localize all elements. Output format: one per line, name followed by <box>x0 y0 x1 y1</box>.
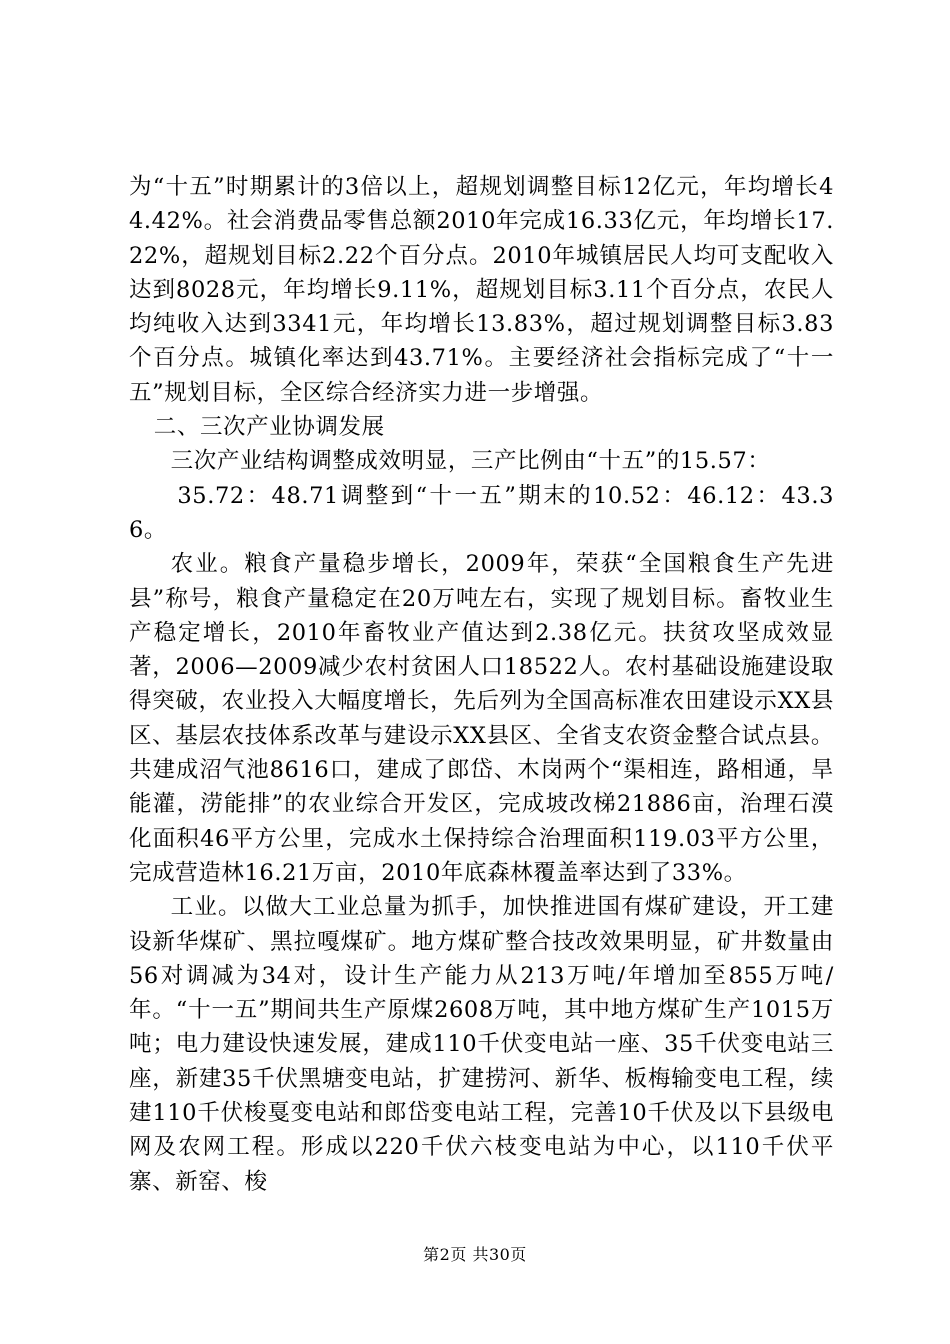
paragraph-agriculture: 农业。粮食产量稳步增长，2009年，荣获“全国粮食生产先进县”称号，粮食产量稳定在20万吨左右，实现了规划目标。畜牧业生产稳定增长，2010年畜牧业产值达到2.38亿元。扶贫攻坚成效显著，2006—2009减少农村贫困人口18522人。农村基础设施建设取得突破，农业投入大幅度增长，先后列为全国高标准农田建设示XX县区、基层农技体系改革与建设示XX县区、全省支农资金整合试点县。共建成沼气池8616口，建成了郎岱、木岗两个“渠相连，路相通，旱能灌，涝能排”的农业综合开发区，完成坡改梯21886亩，治理石漠化面积46平方公里，完成水土保持综合治理面积119.03平方公里，完成营造林16.21万亩，2010年底森林覆盖率达到了33%。 <box>129 551 834 886</box>
section-heading-industries: 二、三次产业协调发展 <box>153 414 385 441</box>
paragraph-economy-summary: 为“十五”时期累计的3倍以上，超规划调整目标12亿元，年均增长44.42%。社会消费品零售总额2010年完成16.33亿元，年均增长17.22%，超规划目标2.22个百分点。2010年城镇居民人均可支配收入达到8028元，年均增长9.11%，超规划目标3.11个百分点，农民人均纯收入达到3341元，年均增长13.83%，超过规划调整目标3.83个百分点。城镇化率达到43.71%。主要经济社会指标完成了“十一五”规划目标，全区综合经济实力进一步增强。 <box>129 174 834 406</box>
document-body <box>129 170 834 1199</box>
paragraph-industry-ratio: 三次产业结构调整成效明显，三产比例由“十五”的15.57： <box>170 448 771 475</box>
page-number-footer: 第2页 共30页 <box>423 1245 527 1264</box>
paragraph-industry: 工业。以做大工业总量为抓手，加快推进国有煤矿建设，开工建设新华煤矿、黑拉嘎煤矿。地方煤矿整合技改效果明显，矿井数量由56对调减为34对，设计生产能力从213万吨/年增加至855万吨/年。“十一五”期间共生产原煤2608万吨，其中地方煤矿生产1015万吨；电力建设快速发展，建成110千伏变电站一座、35千伏变电站三座，新建35千伏黑塘变电站，扩建捞河、新华、板梅输变电工程，续建110千伏梭戛变电站和郎岱变电站工程，完善10千伏及以下县级电网及农网工程。形成以220千伏六枝变电站为中心，以110千伏平寨、新窑、梭 <box>129 894 834 1195</box>
paragraph-industry-ratio-continued: 35.72：48.71调整到“十一五”期末的10.52：46.12：43.36。 <box>129 482 834 543</box>
